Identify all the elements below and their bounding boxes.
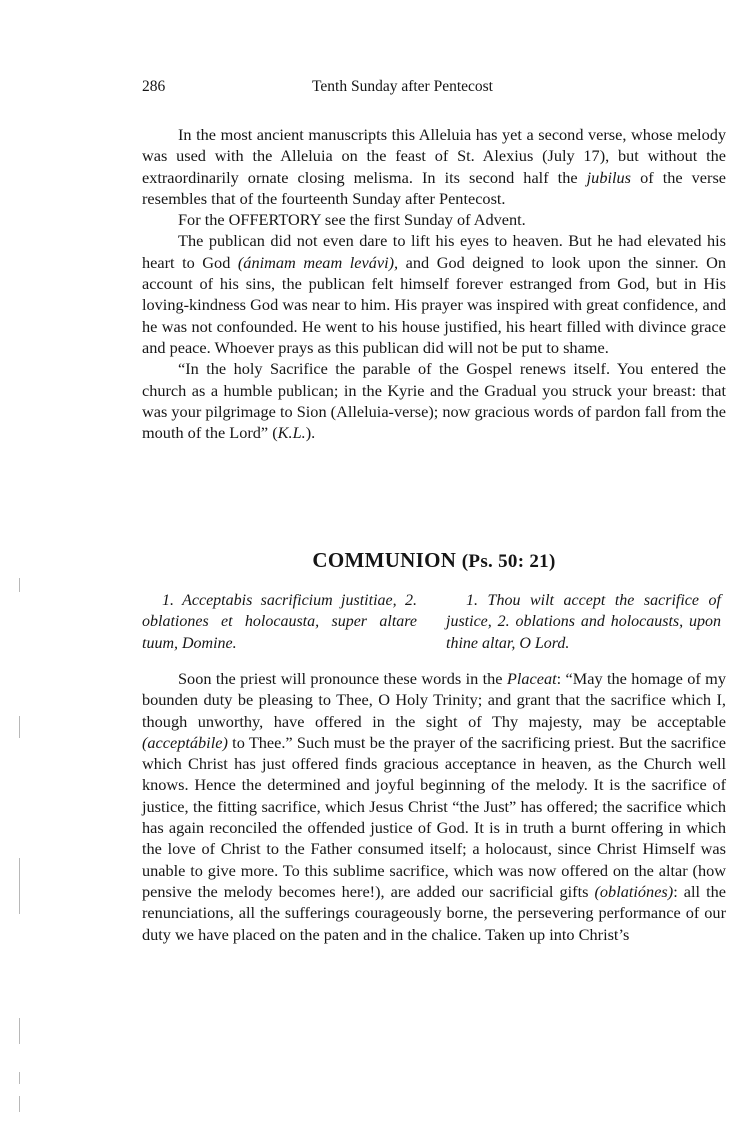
scan-edge-mark (19, 1096, 20, 1112)
page-number: 286 (142, 78, 166, 95)
paragraph-offertory: For the OFFERTORY see the first Sunday of Advent. (178, 210, 526, 230)
communion-english-text (446, 590, 721, 654)
english-verse: 1. Thou wilt accept the sacrifice of justice, 2. oblations and holocausts, upon thine altar, O Lord. (446, 592, 721, 652)
paragraph-quotation: “In the holy Sacrifice the parable of the Gospel renews itself. You entered the church as a humble publican; in the Kyrie and the Gradual you struck your breast: that was your pilgrimage to Sion (Alleluia-verse); now gracious words of pardon fall from the mouth of the Lord” (K.L.). (142, 359, 726, 443)
communion-psalm-reference: (Ps. 50: 21) (461, 551, 556, 572)
paragraph-publican: The publican did not even dare to lift his eyes to heaven. But he had elevated his heart to God (ánimam meam levávi), and God deigned to look upon the sinner. On account of his sins, the publican felt himself forever estranged from God, but in His loving-kindness God was near to him. His prayer was inspired with great confidence, and he was not confounded. He went to his house justified, his heart filled with divince grace and peace. Whoever prays as this publican did will not be put to shame. (142, 231, 727, 357)
scan-edge-mark (19, 578, 20, 592)
paragraph-placeat: Soon the priest will pronounce these words in the Placeat: “May the homage of my bounden duty be pleasing to Thee, O Holy Trinity; and grant that the sacrifice which I, though unworthy, have offered in the sight of Thy majesty, may be acceptable (acceptábile) to Thee.” Such must be the prayer of the sacrificing priest. But the sacrifice which Christ has just offered finds gracious acceptance in heaven, as the Church well knows. Hence the determined and joyful beginning of the melody. It is the sacrifice of justice, the fitting sacrifice, which Jesus Christ “the Just” has offered; the sacrifice which has again reconciled the offended justice of God. It is in truth a burnt offering in which the love of Christ to the Father consumed itself; a holocaust, since Christ Himself was unable to give more. To this sublime sacrifice, which was now offered on the altar (how pensive the melody becomes here!), are added our sacrificial gifts (oblatiónes): all the renunciations, all the sufferings courageously borne, the persevering performance of our duty we have placed on the paten and in the chalice. Taken up into Christ’s (142, 669, 726, 944)
scan-edge-mark (19, 716, 20, 738)
scan-edge-mark (19, 1072, 20, 1084)
latin-verse: 1. Acceptabis sacrificium justitiae, 2. oblationes et holocausta, super altare tuum, Domine. (142, 592, 417, 652)
paragraph-alleluia-verse: In the most ancient manuscripts this Alleluia has yet a second verse, whose melody was used with the Alleluia on the feast of St. Alexius (July 17), but without the extraordinarily ornate closing melisma. In its second half the jubilus of the verse resembles that of the fourteenth Sunday after Pentecost. (142, 125, 727, 208)
scan-edge-mark (19, 1018, 20, 1044)
running-title: Tenth Sunday after Pentecost (312, 78, 493, 95)
scan-edge-mark (19, 858, 20, 914)
page-header (142, 78, 612, 100)
communion-latin-text (142, 590, 417, 654)
commentary-communion (142, 668, 726, 945)
communion-heading (142, 548, 726, 573)
communion-title: COMMUNION (312, 548, 457, 572)
commentary-alleluia-offertory (142, 124, 726, 443)
